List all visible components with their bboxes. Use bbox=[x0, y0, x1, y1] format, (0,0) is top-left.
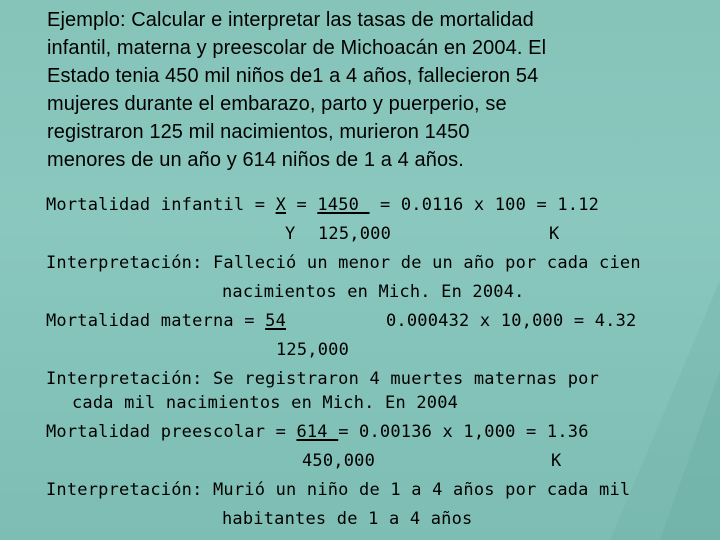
preescolar-denominator: 450,000 bbox=[302, 451, 376, 471]
interpretation-text: Se registraron 4 muertes maternas por bbox=[202, 369, 600, 389]
materna-label: Mortalidad materna = bbox=[46, 311, 266, 331]
preescolar-interpretation bbox=[46, 476, 630, 505]
problem-line: mujeres durante el embarazo, parto y puerperio, se bbox=[47, 93, 507, 115]
infantil-y: Y bbox=[285, 224, 296, 244]
materna-interpretation-cont: cada mil nacimientos en Mich. En 2004 bbox=[72, 393, 459, 413]
problem-line: Ejemplo: Calcular e interpretar las tasas de mortalidad bbox=[47, 9, 534, 31]
preescolar-numerator: 614 bbox=[296, 422, 339, 442]
interpretation-text: Falleció un menor de un año por cada cien bbox=[202, 253, 641, 273]
infantil-result: = 0.0116 x 100 = 1.12 bbox=[369, 195, 600, 215]
infantil-denominator: 125,000 bbox=[318, 224, 392, 244]
problem-line: registraron 125 mil nacimientos, murieron 1450 bbox=[47, 121, 470, 143]
preescolar-k: K bbox=[551, 451, 562, 471]
interpretation-label: Interpretación: bbox=[46, 480, 203, 500]
materna-denominator: 125,000 bbox=[276, 340, 350, 360]
problem-line: menores de un año y 614 niños de 1 a 4 años. bbox=[47, 149, 464, 171]
interpretation-text: Murió un niño de 1 a 4 años por cada mil bbox=[202, 480, 631, 500]
infantil-label: Mortalidad infantil = bbox=[46, 195, 276, 215]
problem-line: Estado tenia 450 mil niños de1 a 4 años, fallecieron 54 bbox=[47, 65, 539, 87]
preescolar-formula bbox=[46, 418, 589, 447]
interpretation-label: Interpretación: bbox=[46, 369, 203, 389]
preescolar-result: = 0.00136 x 1,000 = 1.36 bbox=[338, 422, 589, 442]
infantil-k: K bbox=[549, 224, 560, 244]
infantil-x: X bbox=[275, 195, 287, 215]
infantil-numerator: 1450 bbox=[317, 195, 370, 215]
materna-numerator: 54 bbox=[265, 311, 287, 331]
infantil-formula bbox=[46, 191, 599, 220]
problem-line: infantil, materna y preescolar de Michoacán en 2004. El bbox=[47, 37, 547, 59]
infantil-interpretation bbox=[46, 249, 641, 278]
infantil-interpretation-cont: nacimientos en Mich. En 2004. bbox=[222, 282, 525, 302]
preescolar-interpretation-cont: habitantes de 1 a 4 años bbox=[222, 509, 473, 529]
materna-formula bbox=[46, 307, 286, 336]
materna-result: 0.000432 x 10,000 = 4.32 bbox=[386, 311, 637, 331]
preescolar-label: Mortalidad preescolar = bbox=[46, 422, 297, 442]
infantil-equals: = bbox=[286, 195, 318, 215]
interpretation-label: Interpretación: bbox=[46, 253, 203, 273]
